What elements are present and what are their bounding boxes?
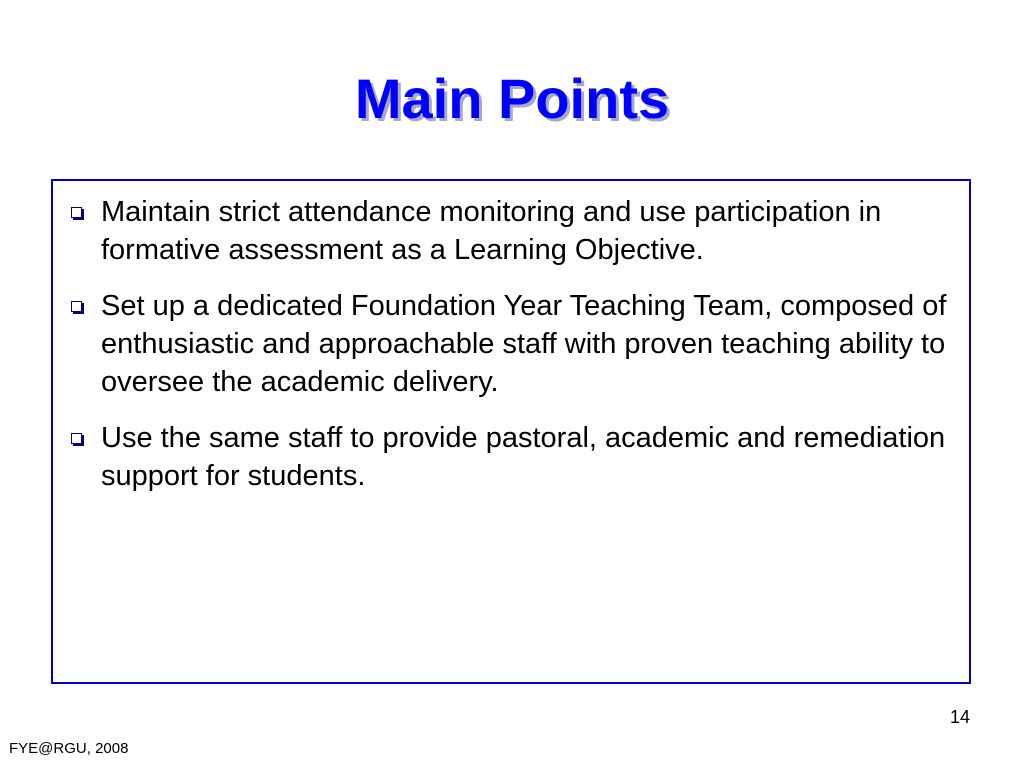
bullet-text: Set up a dedicated Foundation Year Teaching Team, composed of enthusiastic and approachable staff with proven teaching ability to oversee the academic delivery. bbox=[101, 290, 947, 398]
hollow-square-bullet-icon bbox=[71, 433, 82, 444]
hollow-square-bullet-icon bbox=[71, 301, 82, 312]
slide-title: Main Points bbox=[354, 67, 670, 130]
bullet-text: Use the same staff to provide pastoral, academic and remediation support for students. bbox=[101, 422, 946, 492]
hollow-square-bullet-icon bbox=[71, 207, 82, 218]
content-box bbox=[51, 179, 971, 684]
bullet-item bbox=[71, 419, 961, 495]
bullet-list bbox=[71, 193, 961, 513]
bullet-item bbox=[71, 287, 961, 401]
footer-text: FYE@RGU, 2008 bbox=[9, 740, 129, 757]
page-number: 14 bbox=[949, 707, 970, 727]
bullet-item bbox=[71, 193, 961, 269]
bullet-text: Maintain strict attendance monitoring and use participation in formative assessment as a Learning Objective. bbox=[101, 196, 882, 266]
